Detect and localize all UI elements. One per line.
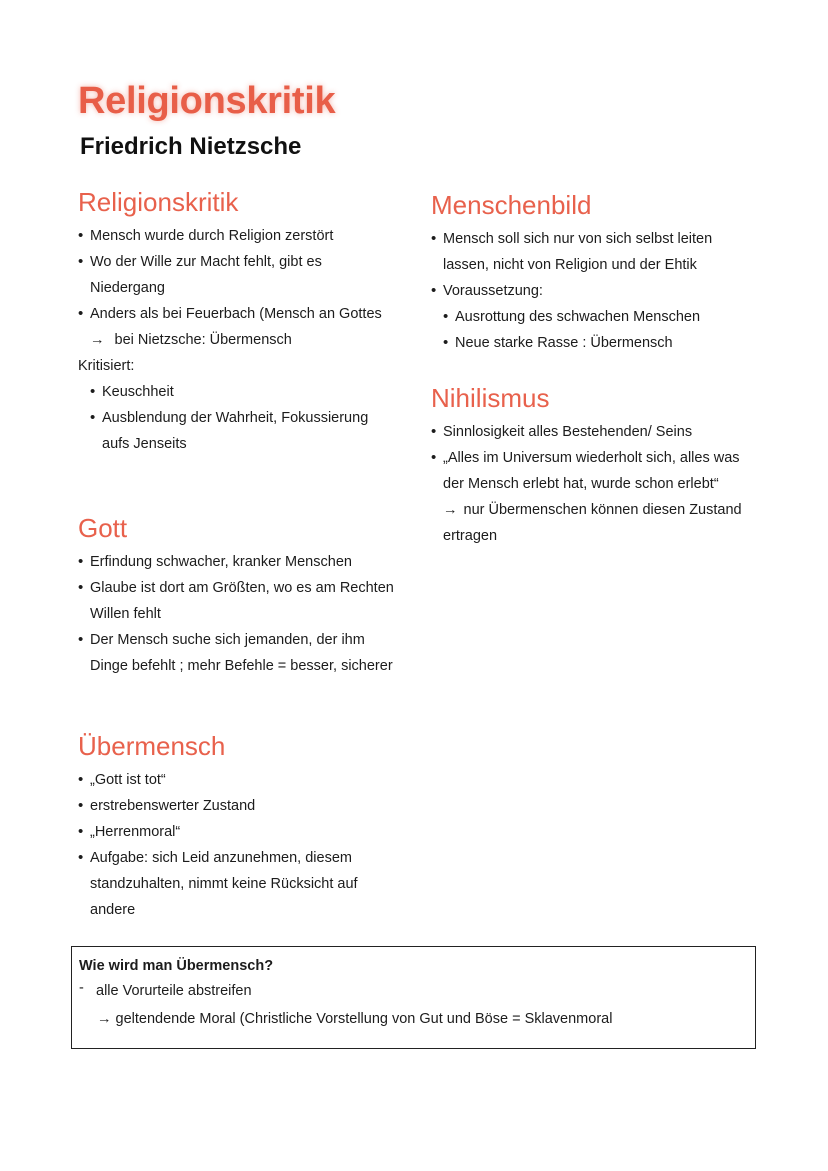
list-item: • Glaube ist dort am Größten, wo es am Rechten Willen fehlt bbox=[78, 575, 398, 627]
summary-arrow-line bbox=[79, 1005, 748, 1033]
arrow-right-icon: → bbox=[443, 502, 458, 518]
list-item: • Anders als bei Feuerbach (Mensch an Gottes bbox=[78, 301, 398, 327]
summary-box bbox=[71, 946, 756, 1049]
list-item: • „Herrenmoral“ bbox=[78, 819, 398, 845]
list-item: • Keuschheit bbox=[90, 379, 398, 405]
summary-question: Wie wird man Übermensch? bbox=[79, 958, 274, 974]
list-item: • Der Mensch suche sich jemanden, der ihm Dinge befehlt ; mehr Befehle = besser, sicherer bbox=[78, 627, 398, 679]
list-item: • Mensch wurde durch Religion zerstört bbox=[78, 223, 398, 249]
summary-line-text: alle Vorurteile abstreifen bbox=[96, 983, 252, 999]
arrow-note bbox=[431, 497, 751, 549]
section-heading-nihilismus: Nihilismus bbox=[431, 383, 550, 413]
page-title: Religionskritik bbox=[78, 80, 336, 122]
list-item: • Erfindung schwacher, kranker Menschen bbox=[78, 549, 398, 575]
section-menschenbild bbox=[431, 188, 751, 356]
dash-icon: - bbox=[79, 980, 84, 996]
page-subtitle: Friedrich Nietzsche bbox=[80, 133, 302, 160]
list-item: • erstrebenswerter Zustand bbox=[78, 793, 398, 819]
menschenbild-sublist bbox=[443, 304, 751, 356]
list-item: • Voraussetzung: bbox=[431, 278, 751, 304]
section-heading-uebermensch: Übermensch bbox=[78, 731, 226, 761]
summary-line bbox=[79, 977, 748, 1005]
religionskritik-list bbox=[78, 223, 398, 327]
list-item: • Mensch soll sich nur von sich selbst leiten lassen, nicht von Religion und der Ehtik bbox=[431, 226, 751, 278]
list-item: • „Gott ist tot“ bbox=[78, 767, 398, 793]
arrow-right-icon: → bbox=[90, 332, 105, 348]
list-item: • Ausblendung der Wahrheit, Fokussierung aufs Jenseits bbox=[90, 405, 398, 457]
criticized-label: Kritisiert: bbox=[78, 358, 135, 374]
gott-list bbox=[78, 549, 398, 679]
list-item: • Neue starke Rasse : Übermensch bbox=[443, 330, 751, 356]
section-heading-menschenbild: Menschenbild bbox=[431, 190, 592, 220]
summary-arrow-text: geltendende Moral (Christliche Vorstellung von Gut und Böse = Sklavenmoral bbox=[115, 1011, 613, 1027]
list-item: • Sinnlosigkeit alles Bestehenden/ Seins bbox=[431, 419, 751, 445]
list-item: • Aufgabe: sich Leid anzunehmen, diesem standzuhalten, nimmt keine Rücksicht auf andere bbox=[78, 845, 398, 923]
section-uebermensch bbox=[78, 729, 398, 923]
arrow-note bbox=[78, 327, 398, 353]
list-item: • Ausrottung des schwachen Menschen bbox=[443, 304, 751, 330]
arrow-note-text: nur Übermenschen können diesen Zustand ertragen bbox=[443, 502, 742, 544]
arrow-note-text: bei Nietzsche: Übermensch bbox=[114, 332, 292, 348]
section-heading-religionskritik: Religionskritik bbox=[78, 187, 239, 217]
list-item: • „Alles im Universum wiederholt sich, alles was der Mensch erlebt hat, wurde schon erlebt“ bbox=[431, 445, 751, 497]
nihilismus-list bbox=[431, 419, 751, 497]
arrow-right-icon: → bbox=[97, 1011, 112, 1027]
menschenbild-list bbox=[431, 226, 751, 304]
section-nihilismus bbox=[431, 381, 751, 549]
section-heading-gott: Gott bbox=[78, 513, 128, 543]
list-item: • Wo der Wille zur Macht fehlt, gibt es Niedergang bbox=[78, 249, 398, 301]
uebermensch-list bbox=[78, 767, 398, 923]
criticized-list bbox=[90, 379, 398, 457]
section-gott bbox=[78, 511, 398, 679]
section-religionskritik bbox=[78, 185, 398, 457]
